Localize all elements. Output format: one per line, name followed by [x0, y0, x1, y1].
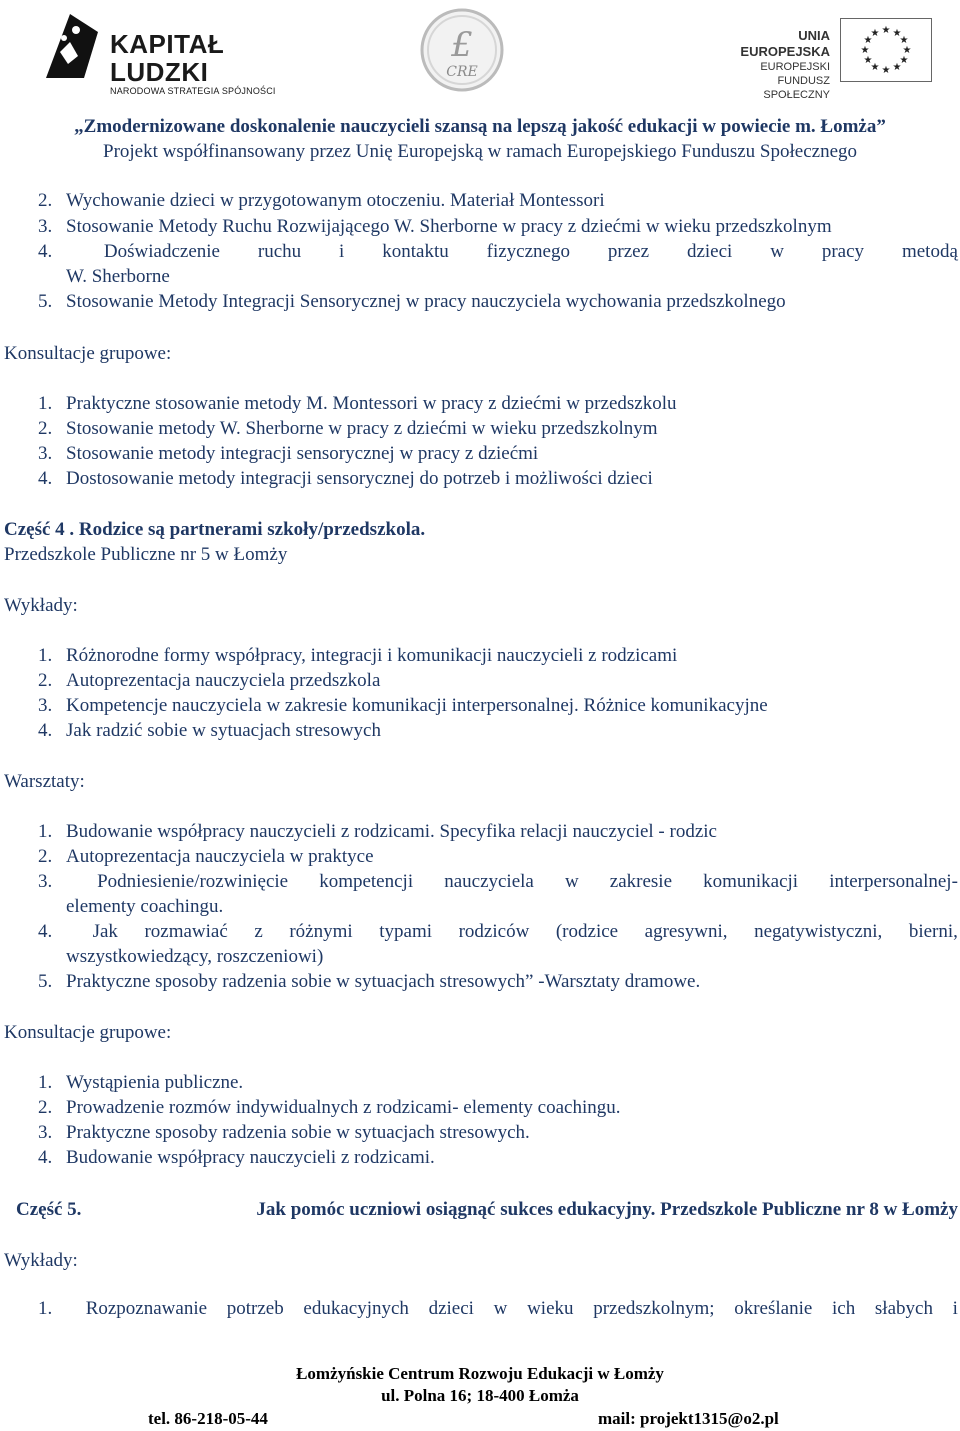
- kl-logo-title: KAPITAŁ LUDZKI: [110, 29, 225, 87]
- list-item: 2. Prowadzenie rozmów indywidualnych z rodzicami- elementy coachingu.: [38, 1097, 621, 1118]
- project-subtitle: Projekt współfinansowany przez Unię Europejską w ramach Europejskiego Funduszu Społecznego: [103, 141, 857, 162]
- kapital-ludzki-logo: [40, 12, 290, 96]
- part5-title: Jak pomóc uczniowi osiągnąć sukces edukacyjny. Przedszkole Publiczne nr 8 w Łomży: [256, 1199, 958, 1220]
- eu-logo-line3: FUNDUSZ SPOŁECZNY: [763, 75, 830, 101]
- svg-text:★: ★: [881, 25, 891, 36]
- list-item: 2. Autoprezentacja nauczyciela przedszkola: [38, 670, 381, 691]
- list-item: 4. Jak radzić sobie w sytuacjach stresowych: [38, 720, 381, 741]
- list-item: 3. Stosowanie metody integracji sensorycznej w pracy z dziećmi: [38, 443, 539, 464]
- eu-logo: [700, 14, 940, 101]
- list-item: 3. Kompetencje nauczyciela w zakresie komunikacji interpersonalnej. Różnice komunikacyjne: [38, 695, 768, 716]
- list-item: 3. Praktyczne sposoby radzenia sobie w sytuacjach stresowych.: [38, 1122, 530, 1143]
- svg-text:★: ★: [863, 55, 873, 66]
- eu-logo-title: UNIA EUROPEJSKA: [740, 28, 830, 59]
- section-heading: Wykłady:: [4, 1250, 78, 1271]
- footer-mail: mail: projekt1315@o2.pl: [598, 1409, 779, 1428]
- cre-logo-text: CRE: [446, 64, 478, 80]
- list-item: 1. Budowanie współpracy nauczycieli z rodzicami. Specyfika relacji nauczyciel - rodzic: [38, 821, 717, 842]
- kl-logo-subtitle: NARODOWA STRATEGIA SPÓJNOŚCI: [110, 86, 276, 96]
- cre-logo: [420, 4, 504, 96]
- list-item: 1. Różnorodne formy współpracy, integracji i komunikacji nauczycieli z rodzicami: [38, 645, 678, 666]
- svg-text:★: ★: [863, 35, 873, 46]
- list-item: 2. Autoprezentacja nauczyciela w praktyce: [38, 846, 374, 867]
- list-item: 5. Stosowanie Metody Integracji Sensorycznej w pracy nauczyciela wychowania przedszkolnego: [38, 291, 786, 312]
- list-item: 4. Dostosowanie metody integracji sensorycznej do potrzeb i możliwości dzieci: [38, 468, 653, 489]
- list-item: 4. Jak rozmawiać z różnymi typami rodziców (rodzice agresywni, negatywistyczni, bierni,: [38, 921, 958, 942]
- section-heading: Warsztaty:: [4, 771, 85, 792]
- list-item-continuation: wszystkowiedzący, roszczeniowi): [66, 946, 324, 967]
- svg-text:★: ★: [902, 45, 912, 56]
- section-heading: Wykłady:: [4, 595, 78, 616]
- svg-text:★: ★: [870, 62, 880, 73]
- list-item: 3. Stosowanie Metody Ruchu Rozwijającego W. Sherborne w pracy z dziećmi w wieku przedszkolnym: [38, 216, 832, 237]
- svg-text:★: ★: [892, 28, 902, 39]
- list-item: 1. Rozpoznawanie potrzeb edukacyjnych dzieci w wieku przedszkolnym; określanie ich słabych i: [38, 1298, 958, 1319]
- svg-text:£: £: [451, 25, 473, 65]
- part4-place: Przedszkole Publiczne nr 5 w Łomży: [4, 544, 288, 565]
- part5-label: Część 5.: [16, 1199, 82, 1220]
- kapital-ludzki-emblem-icon: [40, 12, 102, 82]
- list-item: 1. Praktyczne stosowanie metody M. Montessori w pracy z dziećmi w przedszkolu: [38, 393, 677, 414]
- list-item: 3. Podniesienie/rozwinięcie kompetencji nauczyciela w zakresie komunikacji interpersonalnej-: [38, 871, 958, 892]
- list-item: 2. Stosowanie metody W. Sherborne w pracy z dziećmi w wieku przedszkolnym: [38, 418, 658, 439]
- footer-organization: Łomżyńskie Centrum Rozwoju Edukacji w Łomży: [296, 1364, 664, 1383]
- list-item-continuation: W. Sherborne: [66, 266, 170, 287]
- svg-text:★: ★: [881, 65, 891, 76]
- footer-address: ul. Polna 16; 18-400 Łomża: [381, 1386, 579, 1405]
- svg-text:★: ★: [899, 35, 909, 46]
- page-header: [0, 0, 960, 110]
- list-item: 4. Budowanie współpracy nauczycieli z rodzicami.: [38, 1147, 435, 1168]
- footer-phone: tel. 86-218-05-44: [148, 1409, 268, 1428]
- list-item-continuation: elementy coachingu.: [66, 896, 224, 917]
- section-heading: Konsultacje grupowe:: [4, 343, 172, 364]
- list-item: 1. Wystąpienia publiczne.: [38, 1072, 244, 1093]
- section-heading: Konsultacje grupowe:: [4, 1022, 172, 1043]
- eu-flag-icon: [840, 18, 932, 82]
- list-item: 5. Praktyczne sposoby radzenia sobie w sytuacjach stresowych” -Warsztaty dramowe.: [38, 971, 701, 992]
- svg-text:★: ★: [892, 62, 902, 73]
- part4-title: Część 4 . Rodzice są partnerami szkoły/przedszkola.: [4, 519, 426, 540]
- svg-text:★: ★: [860, 45, 870, 56]
- svg-text:★: ★: [899, 55, 909, 66]
- project-title: „Zmodernizowane doskonalenie nauczycieli szansą na lepszą jakość edukacji w powiecie m. Łomża”: [74, 116, 886, 137]
- svg-text:★: ★: [870, 28, 880, 39]
- list-item: 2. Wychowanie dzieci w przygotowanym otoczeniu. Materiał Montessori: [38, 190, 605, 211]
- eu-logo-line2: EUROPEJSKI: [760, 61, 830, 73]
- list-item: 4. Doświadczenie ruchu i kontaktu fizycznego przez dzieci w pracy metodą: [38, 241, 958, 262]
